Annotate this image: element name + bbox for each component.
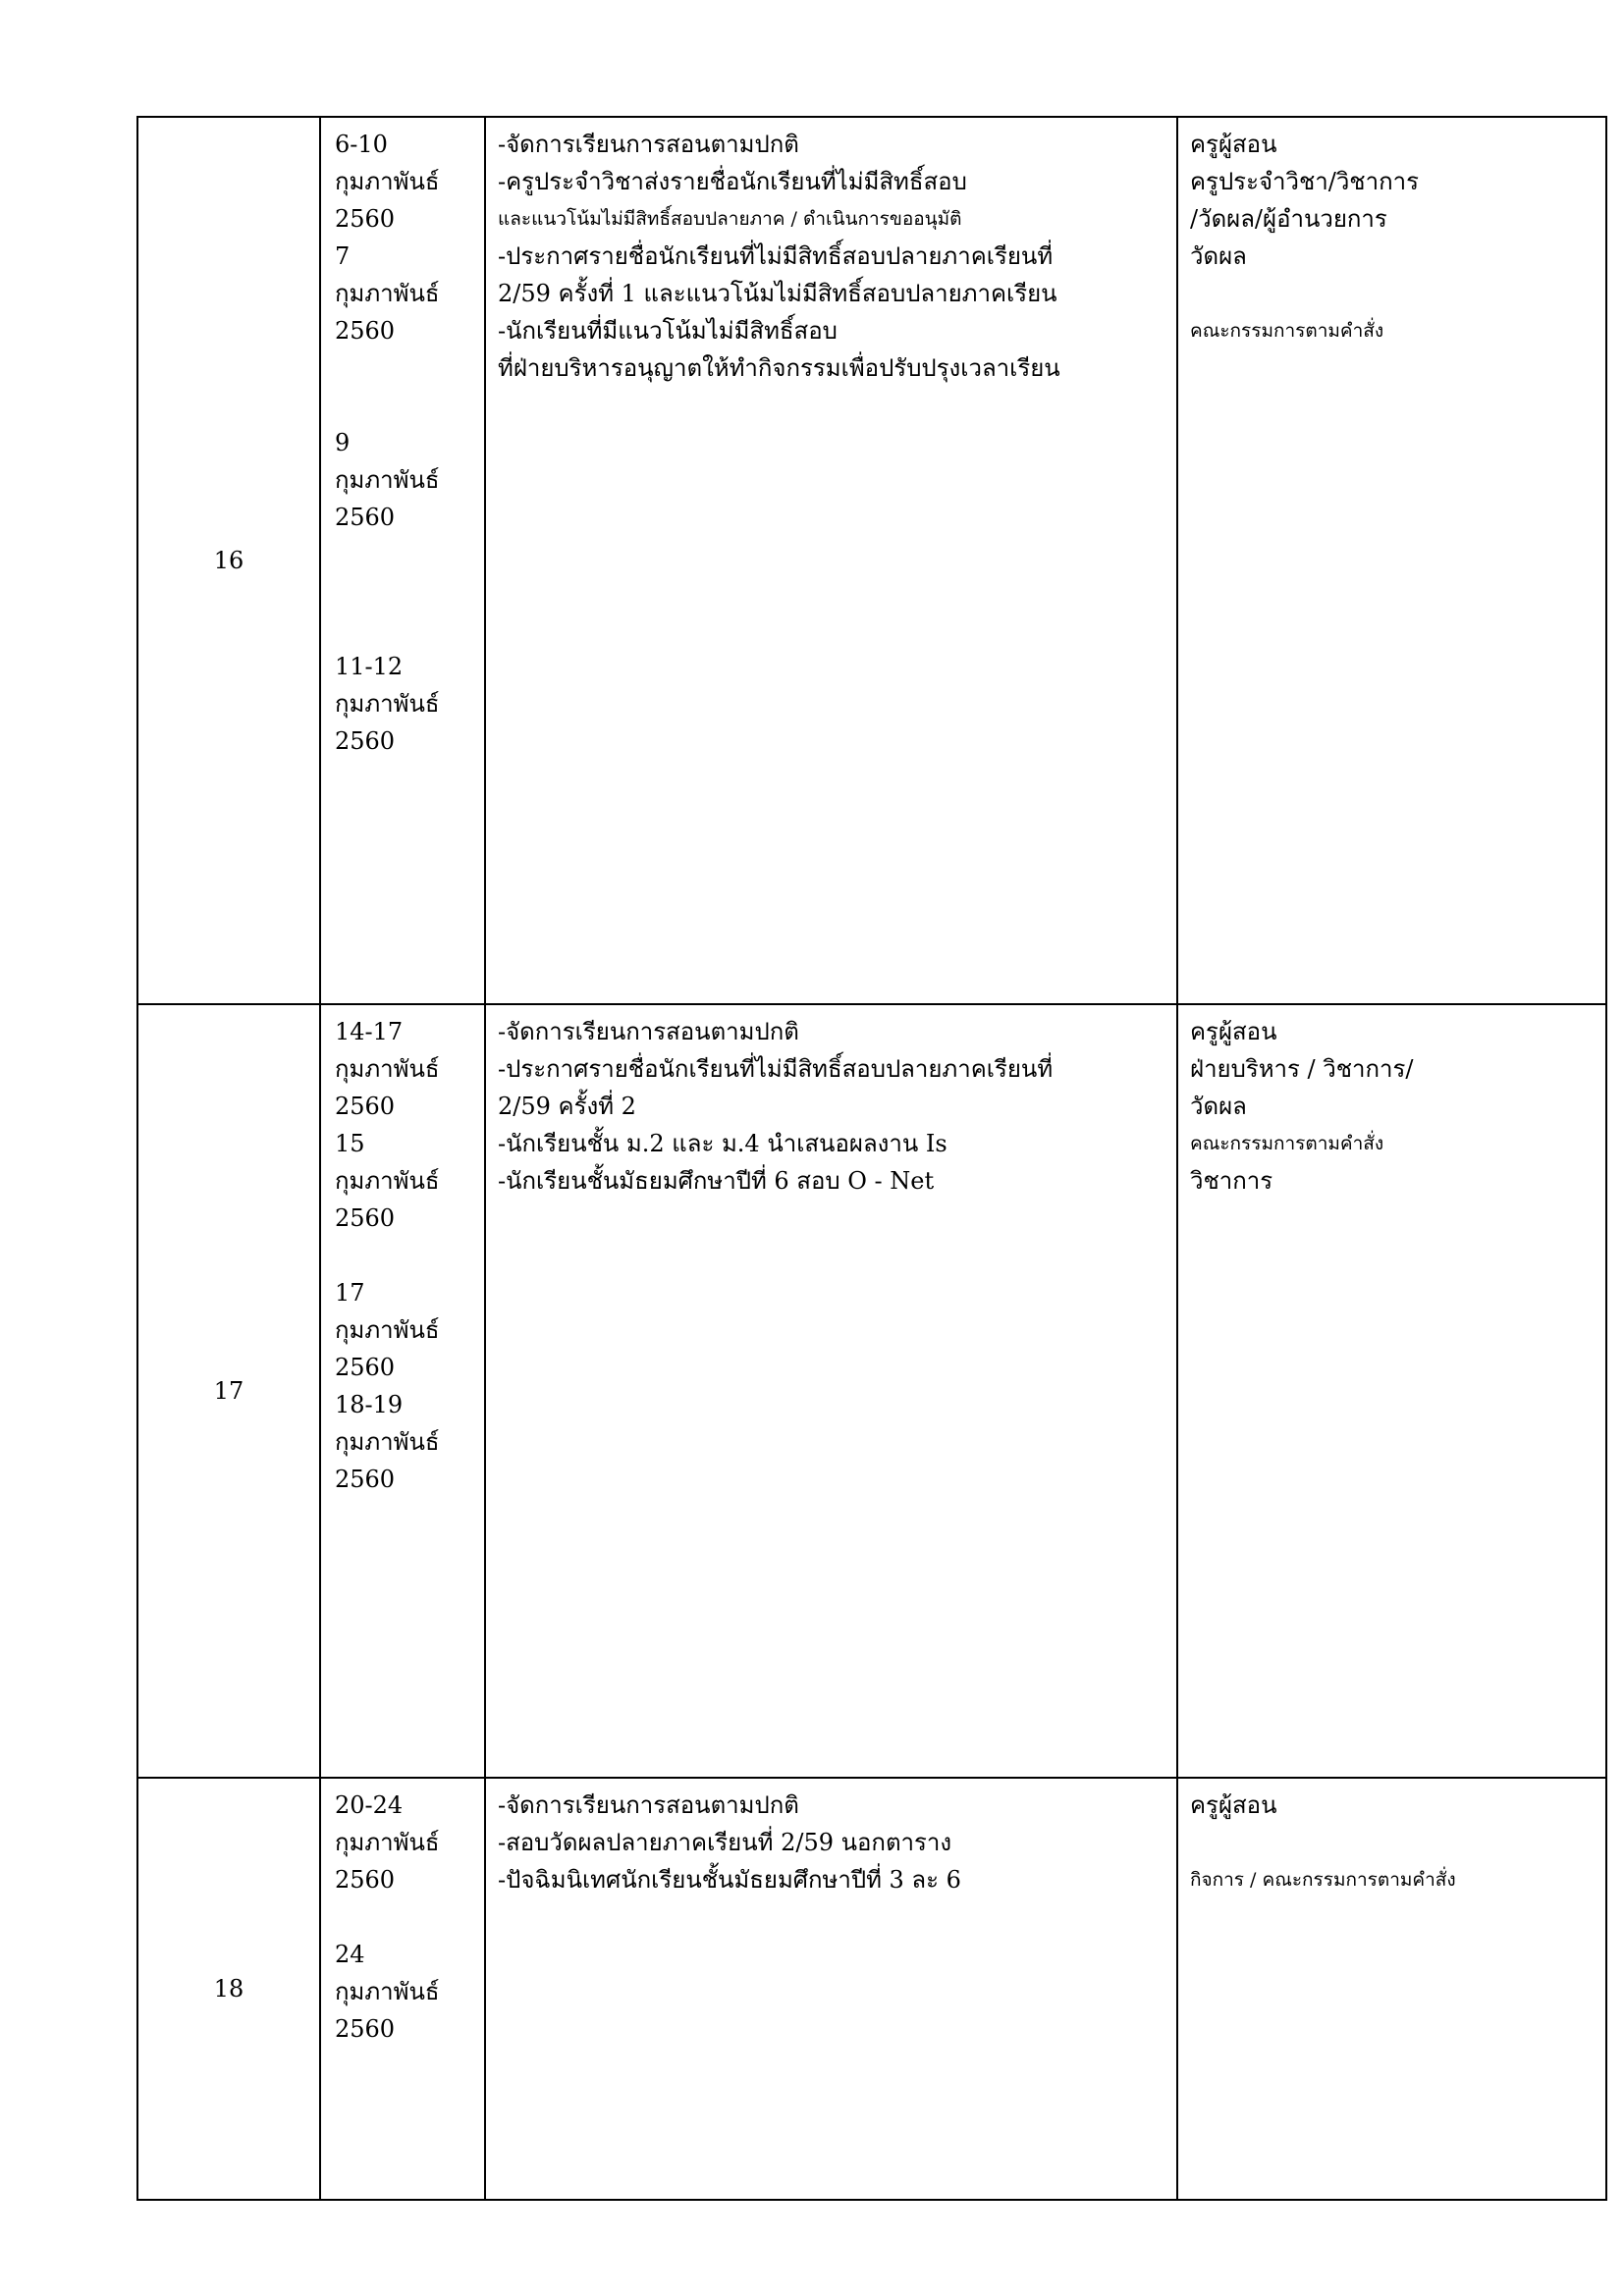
responsible-line xyxy=(1190,275,1605,312)
date-year: 2560 xyxy=(335,317,396,345)
date-year: 2560 xyxy=(335,205,396,233)
responsible-line: ครูผู้สอน xyxy=(1190,1791,1277,1819)
date-range: 18-19 xyxy=(335,1391,404,1418)
table-row xyxy=(137,1778,1606,2200)
week-number: 16 xyxy=(137,117,320,1004)
date-cell xyxy=(320,1778,485,2200)
date-range: 24 xyxy=(335,1941,365,1968)
week-number: 18 xyxy=(137,1778,320,2200)
date-year: 2560 xyxy=(335,1466,396,1493)
activity-line: และแนวโน้มไม่มีสิทธิ์สอบปลายภาค / ดำเนินการขออนุมัติ xyxy=(498,208,962,230)
date-cell xyxy=(320,117,485,1004)
responsible-line: วิชาการ xyxy=(1190,1167,1273,1195)
responsible-cell xyxy=(1177,117,1606,1004)
date-month: กุมภาพันธ์ xyxy=(335,690,440,718)
schedule-table xyxy=(136,116,1607,2201)
responsible-line: ครูประจำวิชา/วิชาการ xyxy=(1190,168,1419,195)
responsible-line: วัดผล xyxy=(1190,1093,1247,1120)
date-range: 9 xyxy=(335,429,351,456)
date-year: 2560 xyxy=(335,1093,396,1120)
date-range: 14-17 xyxy=(335,1018,404,1045)
date-month: กุมภาพันธ์ xyxy=(335,1978,440,2005)
responsible-line: ครูผู้สอน xyxy=(1190,131,1277,158)
activity-line: -ครูประจำวิชาส่งรายชื่อนักเรียนที่ไม่มีสิทธิ์สอบ xyxy=(498,168,967,195)
activity-line: -จัดการเรียนการสอนตามปกติ xyxy=(498,131,799,158)
date-year: 2560 xyxy=(335,727,396,755)
responsible-line: /วัดผล/ผู้อำนวยการ xyxy=(1190,205,1387,233)
date-month: กุมภาพันธ์ xyxy=(335,1428,440,1456)
activity-cell xyxy=(485,1778,1177,2200)
activity-line: -นักเรียนที่มีแนวโน้มไม่มีสิทธิ์สอบ xyxy=(498,317,838,345)
date-range: 11-12 xyxy=(335,653,404,680)
date-range: 17 xyxy=(335,1279,365,1307)
activity-line: 2/59 ครั้งที่ 1 และแนวโน้มไม่มีสิทธิ์สอบปลายภาคเรียน xyxy=(498,280,1057,307)
date-range: 7 xyxy=(335,242,351,270)
activity-line: -ประกาศรายชื่อนักเรียนที่ไม่มีสิทธิ์สอบปลายภาคเรียนที่ xyxy=(498,1055,1054,1083)
date-range: 20-24 xyxy=(335,1791,404,1819)
date-year: 2560 xyxy=(335,1866,396,1894)
activity-line: -จัดการเรียนการสอนตามปกติ xyxy=(498,1791,799,1819)
responsible-line: ฝ่ายบริหาร / วิชาการ/ xyxy=(1190,1055,1414,1083)
date-range: 6-10 xyxy=(335,131,388,158)
date-year: 2560 xyxy=(335,1204,396,1232)
week-number: 17 xyxy=(137,1004,320,1778)
activity-line: -ปัจฉิมนิเทศนักเรียนชั้นมัธยมศึกษาปีที่ 3 ละ 6 xyxy=(498,1866,961,1894)
date-month: กุมภาพันธ์ xyxy=(335,1316,440,1344)
responsible-line xyxy=(1190,1824,1605,1861)
date-month: กุมภาพันธ์ xyxy=(335,1829,440,1856)
activity-line: -นักเรียนชั้นมัธยมศึกษาปีที่ 6 สอบ O - Net xyxy=(498,1167,935,1195)
activity-cell xyxy=(485,117,1177,1004)
date-month: กุมภาพันธ์ xyxy=(335,1167,440,1195)
responsible-line: คณะกรรมการตามคำสั่ง xyxy=(1190,320,1384,342)
activity-line: -ประกาศรายชื่อนักเรียนที่ไม่มีสิทธิ์สอบปลายภาคเรียนที่ xyxy=(498,242,1054,270)
date-year: 2560 xyxy=(335,504,396,531)
activity-line: 2/59 ครั้งที่ 2 xyxy=(498,1093,636,1120)
date-month: กุมภาพันธ์ xyxy=(335,168,440,195)
responsible-line: คณะกรรมการตามคำสั่ง xyxy=(1190,1133,1384,1154)
date-year: 2560 xyxy=(335,2015,396,2043)
activity-line: ที่ฝ่ายบริหารอนุญาตให้ทำกิจกรรมเพื่อปรับปรุงเวลาเรียน xyxy=(498,354,1060,382)
date-year: 2560 xyxy=(335,1354,396,1381)
responsible-line: วัดผล xyxy=(1190,242,1247,270)
table-row xyxy=(137,1004,1606,1778)
date-month: กุมภาพันธ์ xyxy=(335,1055,440,1083)
responsible-line: กิจการ / คณะกรรมการตามคำสั่ง xyxy=(1190,1869,1456,1891)
date-month: กุมภาพันธ์ xyxy=(335,466,440,494)
responsible-cell xyxy=(1177,1778,1606,2200)
responsible-cell xyxy=(1177,1004,1606,1778)
activity-cell xyxy=(485,1004,1177,1778)
responsible-line: ครูผู้สอน xyxy=(1190,1018,1277,1045)
activity-line: -นักเรียนชั้น ม.2 และ ม.4 นำเสนอผลงาน Is xyxy=(498,1130,947,1157)
date-cell xyxy=(320,1004,485,1778)
table-row xyxy=(137,117,1606,1004)
date-month: กุมภาพันธ์ xyxy=(335,280,440,307)
activity-line: -จัดการเรียนการสอนตามปกติ xyxy=(498,1018,799,1045)
date-range: 15 xyxy=(335,1130,365,1157)
activity-line: -สอบวัดผลปลายภาคเรียนที่ 2/59 นอกตาราง xyxy=(498,1829,952,1856)
